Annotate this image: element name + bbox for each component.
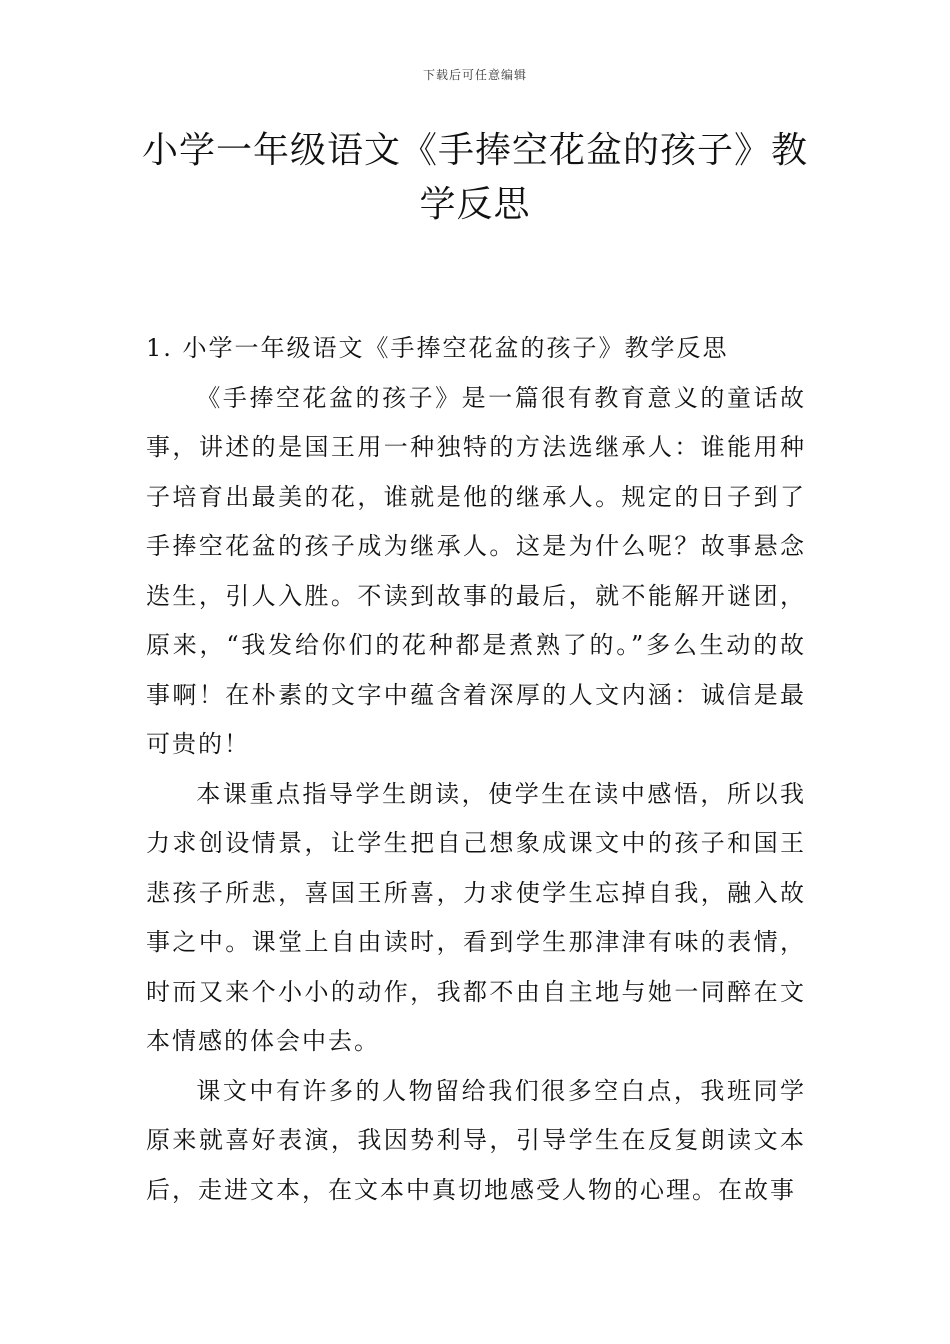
section-heading: 1. 小学一年级语文《手捧空花盆的孩子》教学反思 (146, 334, 729, 362)
paragraph-1: 《手捧空花盆的孩子》是一篇很有教育意义的童话故事，讲述的是国王用一种独特的方法选继承人：谁能用种子培育出最美的花，谁就是他的继承人。规定的日子到了手捧空花盆的孩子成为继承人。这是为什么呢？故事悬念迭生，引人入胜。不读到故事的最后，就不能解开谜团，原来，“我发给你们的花种都是煮熟了的。”多么生动的故事啊！在朴素的文字中蕴含着深厚的人文内涵：诚信是最可贵的！ (146, 383, 806, 758)
paragraph-2: 本课重点指导学生朗读，使学生在读中感悟，所以我力求创设情景，让学生把自己想象成课文中的孩子和国王悲孩子所悲，喜国王所喜，力求使学生忘掉自我，融入故事之中。课堂上自由读时，看到学生那津津有味的表情，时而又来个小小的动作，我都不由自主地与她一同醉在文本情感的体会中去。 (146, 779, 806, 1055)
paragraph-3: 课文中有许多的人物留给我们很多空白点，我班同学原来就喜好表演，我因势利导，引导学生在反复朗读文本后，走进文本，在文本中真切地感受人物的心理。在故事 (146, 1076, 806, 1204)
document-body (146, 324, 806, 1215)
document-title: 小学一年级语文《手捧空花盆的孩子》教学反思 (141, 130, 808, 225)
header-note: 下载后可任意编辑 (422, 68, 527, 82)
